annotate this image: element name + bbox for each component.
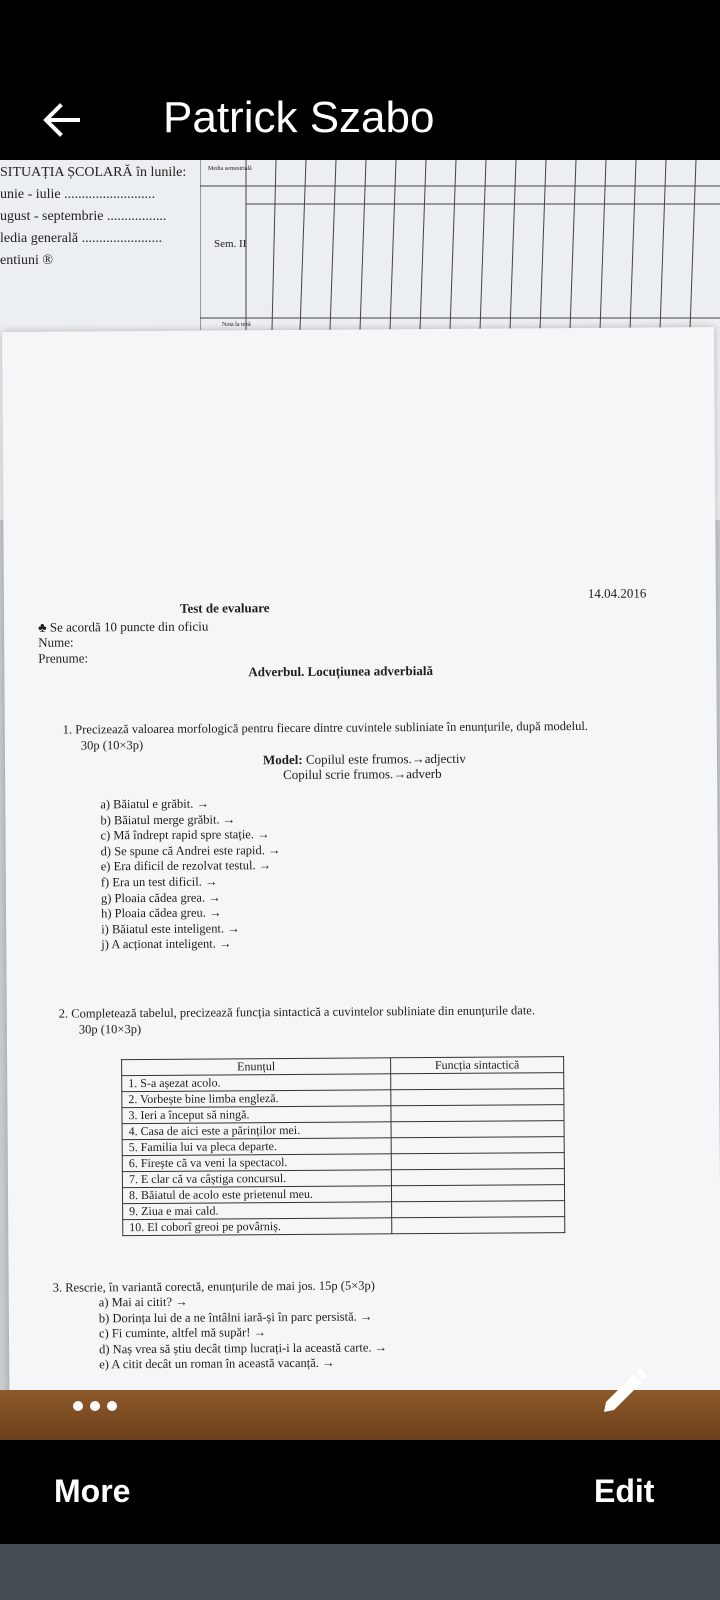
syntax-table	[121, 1056, 565, 1236]
name-field: Nume:	[38, 634, 74, 650]
list-item: c) Fi cuminte, altfel mă supăr! →	[98, 1325, 267, 1341]
table-row: 10. El coborî greoi pe povârniș.	[123, 1217, 565, 1236]
media-label: Media semestrială	[208, 166, 252, 172]
list-item: a) Mai ai citit? →	[98, 1294, 188, 1310]
document-photo[interactable]	[0, 160, 720, 1440]
list-item: e) A citit decât un roman în această vacanță. →	[99, 1356, 335, 1372]
list-item: d) Naș vrea să știu decât timp lucrați-i la această carte. →	[99, 1340, 388, 1357]
table-row: 4. Casa de aici este a părinților mei.	[122, 1121, 564, 1140]
question-2: 2. Completează tabelul, precizează funcția sintactică a cuvintelor subliniate din enunțurile date.	[58, 1003, 535, 1021]
surname-field: Prenume:	[38, 650, 89, 666]
model-line-1: Model: Copilul este frumos.→adjectiv	[262, 750, 466, 768]
question-1: 1. Precizează valoarea morfologică pentru fiecare dintre cuvintele subliniate în enunțurile, după modelul.	[62, 718, 588, 737]
nota-label: Nota la teză	[222, 322, 251, 328]
list-item: g) Ploaia cădea grea. →	[100, 890, 221, 905]
more-button[interactable]: More	[54, 1473, 131, 1509]
list-item: b) Dorința lui de a ne întâlni iară-și în parc persistă. →	[98, 1309, 373, 1325]
system-navigation-bar	[0, 1544, 720, 1600]
table-row: 7. E clar că va câștiga concursul.	[122, 1169, 564, 1188]
list-item: a) Băiatul e grăbit. →	[100, 796, 210, 812]
list-item: c) Mă îndrept rapid spre stație. →	[100, 827, 270, 843]
table-row: 1. S-a așezat acolo.	[122, 1073, 564, 1092]
sem-label: Sem. II	[214, 238, 247, 250]
grade-grid	[200, 160, 720, 350]
arrow-left-icon[interactable]	[38, 96, 86, 144]
test-title: Test de evaluare	[179, 600, 270, 616]
table-header-function: Funcția sintactică	[391, 1057, 564, 1074]
more-horizontal-icon[interactable]	[70, 1398, 120, 1414]
question-2-points: 30p (10×3p)	[78, 1022, 142, 1037]
table-row: 2. Vorbește bine limba engleză.	[122, 1089, 564, 1108]
question-3-items	[99, 1293, 388, 1373]
question-1-points: 30p (10×3p)	[80, 738, 144, 753]
list-item: e) Era dificil de rezolvat testul. →	[100, 858, 272, 874]
table-row: 5. Familia lui va pleca departe.	[122, 1137, 564, 1156]
table-header-sentence: Enunțul	[122, 1058, 391, 1076]
test-sheet	[2, 327, 720, 1440]
subject-title: Adverbul. Locuțiunea adverbială	[248, 663, 433, 680]
bottom-action-bar	[0, 1440, 720, 1544]
list-item: d) Se spune că Andrei este rapid. →	[100, 842, 281, 859]
edit-button[interactable]: Edit	[594, 1473, 655, 1509]
list-item: h) Ploaia cădea greu. →	[101, 905, 222, 921]
table-row: 6. Firește că va veni la spectacol.	[122, 1153, 564, 1172]
list-item: i) Băiatul este inteligent. →	[101, 921, 240, 937]
page-title: Patrick Szabo	[163, 93, 435, 142]
background-sheet-text: SITUAȚIA ȘCOLARĂ în lunile: unie - iulie .......................... ugust - septembrie ................. ledia generală ....................... entiuni ®	[0, 165, 187, 268]
table-row: 9. Ziua e mai cald.	[123, 1201, 565, 1220]
list-item: b) Băiatul merge grăbit. →	[100, 811, 236, 827]
list-item: j) A acționat inteligent. →	[101, 936, 232, 952]
table-row: 3. Ieri a început să ningă.	[122, 1105, 564, 1124]
list-item: f) Era un test dificil. →	[100, 874, 218, 890]
points-note: ♣ Se acordă 10 puncte din oficiu	[38, 618, 209, 635]
question-1-items	[100, 796, 281, 953]
pencil-icon[interactable]	[598, 1366, 650, 1418]
model-line-2: Copilul scrie frumos.→adverb	[283, 765, 442, 783]
question-3: 3. Rescrie, în variantă corectă, enunțurile de mai jos. 15p (5×3p)	[52, 1278, 375, 1295]
table-row: 8. Băiatul de acolo este prietenul meu.	[122, 1185, 564, 1204]
top-app-bar	[0, 0, 720, 160]
test-date: 14.04.2016	[587, 585, 647, 601]
